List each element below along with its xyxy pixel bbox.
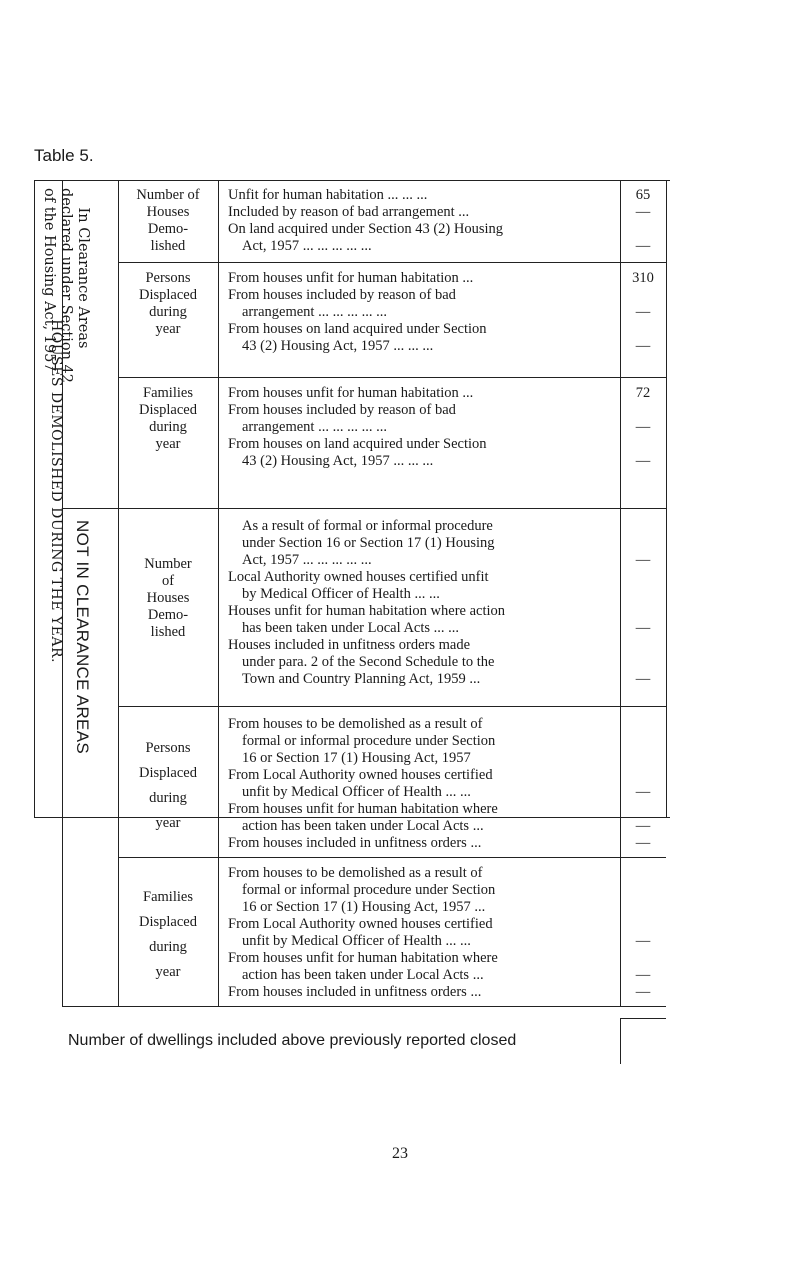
table-row: From Local Authority owned houses certified unfit by Medical Officer of Health ... ... (228, 916, 493, 949)
table-value: — (635, 835, 651, 851)
table-value: — (635, 671, 651, 687)
table-row: From houses on land acquired under Section 43 (2) Housing Act, 1957 ... ... ... (228, 436, 487, 469)
clearance-label (37, 188, 91, 383)
table-value: — (635, 984, 651, 1000)
table-value: — (635, 933, 651, 949)
category-persons-displaced-nc: Persons Displaced during year (139, 740, 197, 831)
table-value: — (635, 453, 651, 469)
footer-row-label: Number of dwellings included above previously reported closed (68, 1032, 517, 1049)
table-row: From houses on land acquired under Section 43 (2) Housing Act, 1957 ... ... ... (228, 321, 487, 354)
clearance-label-line-3: of the Housing Act, 1957 (41, 188, 57, 372)
table-value: — (635, 419, 651, 435)
table-value: — (635, 204, 651, 220)
table-row: From houses unfit for human habitation where action has been taken under Local Acts ... (228, 801, 498, 834)
table-row: From houses unfit for human habitation ... (228, 270, 474, 286)
table-value: — (635, 338, 651, 354)
table-row: From houses unfit for human habitation ... (228, 385, 474, 401)
category-families-displaced: Families Displaced during year (139, 385, 197, 452)
table-row: From houses unfit for human habitation where action has been taken under Local Acts ... (228, 950, 498, 983)
table-row: From houses included by reason of bad arrangement ... ... ... ... ... (228, 287, 456, 320)
table-row: Houses included in unfitness orders made under para. 2 of the Second Schedule to the Town and Country Planning Act, 1959 ... (228, 637, 495, 687)
table-row: From houses included in unfitness orders ... (228, 984, 482, 1000)
table-value: — (635, 967, 651, 983)
side-label: HOUSES DEMOLISHED DURING THE YEAR. (48, 319, 64, 663)
page-number: 23 (392, 1145, 408, 1162)
clearance-label-line-2: declared under Section 42 (58, 188, 74, 383)
table-value: — (635, 784, 651, 800)
table-row: From houses to be demolished as a result of formal or informal procedure under Section 16 or Section 17 (1) Housing Act, 1957 (228, 716, 496, 766)
not-clearance-label: NOT IN CLEARANCE AREAS (73, 520, 92, 754)
table-row: Local Authority owned houses certified unfit by Medical Officer of Health ... ... (228, 569, 489, 602)
table-value: — (635, 818, 651, 834)
table-row: From houses to be demolished as a result of formal or informal procedure under Section 16 or Section 17 (1) Housing Act, 1957 ... (228, 865, 496, 915)
table-value: 310 (632, 270, 654, 286)
category-number-of-houses-nc: Number of Houses Demo- lished (144, 556, 192, 640)
table-row: As a result of formal or informal procedure under Section 16 or Section 17 (1) Housing Act, 1957 ... ... ... ... ... (242, 518, 495, 568)
table-row: From houses included by reason of bad arrangement ... ... ... ... ... (228, 402, 456, 435)
category-families-displaced-nc: Families Displaced during year (139, 889, 197, 980)
table-value: — (635, 304, 651, 320)
table-row: Included by reason of bad arrangement ... (228, 204, 470, 220)
table-value: — (635, 620, 651, 636)
table-caption: Table 5. (34, 146, 94, 165)
table-row: From Local Authority owned houses certified unfit by Medical Officer of Health ... ... (228, 767, 493, 800)
table-value: 72 (635, 385, 651, 401)
table-value: 65 (635, 187, 651, 203)
table-row: Unfit for human habitation ... ... ... (228, 187, 428, 203)
category-persons-displaced: Persons Displaced during year (139, 270, 197, 337)
table-value: — (635, 552, 651, 568)
clearance-label-line-1: In Clearance Areas (75, 207, 91, 349)
table-row: Houses unfit for human habitation where action has been taken under Local Acts ... ... (228, 603, 506, 636)
table-row: On land acquired under Section 43 (2) Housing Act, 1957 ... ... ... ... ... (228, 221, 504, 254)
table-value: — (635, 238, 651, 254)
category-number-of-houses: Number of Houses Demo- lished (136, 187, 200, 254)
table-row: From houses included in unfitness orders ... (228, 835, 482, 851)
